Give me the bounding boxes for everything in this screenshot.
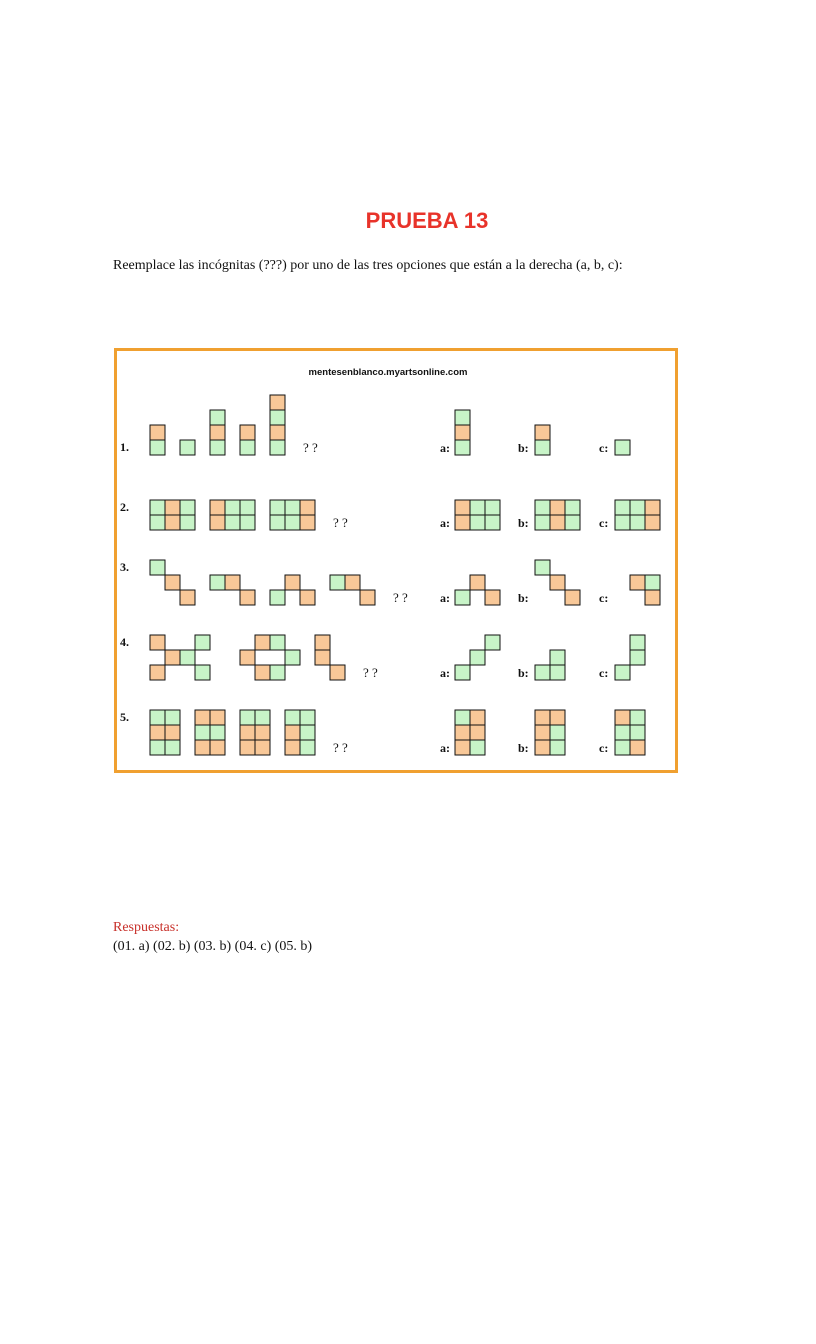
r1-seq4-cell — [240, 425, 255, 440]
row-label-1: 1. — [120, 440, 129, 454]
r2-opt-c-cell — [615, 515, 630, 530]
r3-seq1-cell — [150, 560, 165, 575]
r5-opt-b-cell — [550, 725, 565, 740]
r4-seq2-cell — [255, 665, 270, 680]
r1-seq4-cell — [240, 440, 255, 455]
r5-seq1-cell — [150, 710, 165, 725]
r1-opt-c-cell — [615, 440, 630, 455]
answers-label: Respuestas: — [113, 920, 180, 935]
row-label-3: 3. — [120, 560, 129, 574]
r2-unknown: ? ? — [333, 515, 348, 530]
r2-opt-c-cell — [630, 515, 645, 530]
r2-opt-label-c: c: — [599, 516, 609, 530]
r2-opt-b-cell — [550, 515, 565, 530]
page-title: PRUEBA 13 — [365, 208, 489, 233]
watermark: mentesenblanco.myartsonline.com — [308, 367, 468, 378]
r3-opt-label-b: b: — [518, 591, 529, 605]
r5-seq4-cell — [285, 725, 300, 740]
r2-seq3-cell — [300, 500, 315, 515]
r1-seq5-cell — [270, 395, 285, 410]
r2-opt-b-cell — [550, 500, 565, 515]
r1-opt-label-c: c: — [599, 441, 609, 455]
r2-opt-a-cell — [485, 500, 500, 515]
r4-opt-c-cell — [630, 635, 645, 650]
r2-seq2-cell — [240, 515, 255, 530]
r2-seq1-cell — [150, 515, 165, 530]
r5-opt-a-cell — [455, 710, 470, 725]
r4-opt-label-c: c: — [599, 666, 609, 680]
r4-seq3-cell — [330, 665, 345, 680]
r4-seq2-cell — [240, 650, 255, 665]
r1-seq5-cell — [270, 410, 285, 425]
r5-seq2-cell — [210, 740, 225, 755]
r5-seq3-cell — [255, 725, 270, 740]
r4-seq3-cell — [315, 650, 330, 665]
r4-seq1-cell — [165, 650, 180, 665]
r5-opt-b-cell — [535, 725, 550, 740]
r5-opt-c-cell — [630, 710, 645, 725]
r2-seq1-cell — [165, 515, 180, 530]
r5-opt-c-cell — [615, 710, 630, 725]
r2-seq2-cell — [240, 500, 255, 515]
r3-seq4-cell — [345, 575, 360, 590]
r3-opt-b-cell — [565, 590, 580, 605]
r2-seq3-cell — [285, 500, 300, 515]
r1-seq3-cell — [210, 440, 225, 455]
r3-unknown: ? ? — [393, 590, 408, 605]
r4-seq1-cell — [150, 665, 165, 680]
r2-opt-c-cell — [645, 500, 660, 515]
r5-opt-b-cell — [535, 740, 550, 755]
r4-opt-c-cell — [615, 665, 630, 680]
r5-opt-c-cell — [630, 740, 645, 755]
instructions: Reemplace las incógnitas (???) por uno de las tres opciones que están a la derecha (a, b, c): — [113, 258, 623, 273]
r2-opt-b-cell — [535, 515, 550, 530]
r2-seq3-cell — [270, 515, 285, 530]
r1-seq1-cell — [150, 425, 165, 440]
r5-seq4-cell — [285, 710, 300, 725]
r4-seq1-cell — [150, 635, 165, 650]
r2-seq3-cell — [270, 500, 285, 515]
r3-seq2-cell — [225, 575, 240, 590]
r3-opt-label-c: c: — [599, 591, 609, 605]
r5-opt-b-cell — [550, 710, 565, 725]
r1-opt-label-a: a: — [440, 441, 450, 455]
r4-seq2-cell — [285, 650, 300, 665]
r4-opt-label-b: b: — [518, 666, 529, 680]
r3-opt-a-cell — [470, 575, 485, 590]
r2-opt-c-cell — [615, 500, 630, 515]
r4-opt-a-cell — [485, 635, 500, 650]
r5-seq3-cell — [240, 710, 255, 725]
r4-seq3-cell — [315, 635, 330, 650]
r2-seq2-cell — [225, 515, 240, 530]
r1-opt-b-cell — [535, 425, 550, 440]
r4-opt-b-cell — [550, 650, 565, 665]
r5-seq4-cell — [285, 740, 300, 755]
r3-opt-c-cell — [645, 575, 660, 590]
r3-seq4-cell — [360, 590, 375, 605]
row-label-4: 4. — [120, 635, 129, 649]
r4-opt-b-cell — [550, 665, 565, 680]
r5-seq2-cell — [210, 710, 225, 725]
r3-opt-b-cell — [535, 560, 550, 575]
r5-opt-a-cell — [470, 710, 485, 725]
r1-opt-a-cell — [455, 440, 470, 455]
r5-seq1-cell — [165, 740, 180, 755]
r4-seq2-cell — [270, 665, 285, 680]
r5-seq2-cell — [195, 725, 210, 740]
r5-opt-c-cell — [630, 725, 645, 740]
r2-seq3-cell — [285, 515, 300, 530]
r5-opt-a-cell — [470, 725, 485, 740]
r3-opt-c-cell — [645, 590, 660, 605]
answers-text: (01. a) (02. b) (03. b) (04. c) (05. b) — [113, 939, 313, 954]
r2-opt-c-cell — [645, 515, 660, 530]
r2-opt-a-cell — [470, 515, 485, 530]
r5-seq1-cell — [165, 710, 180, 725]
r1-unknown: ? ? — [303, 440, 318, 455]
r5-opt-a-cell — [455, 740, 470, 755]
r4-unknown: ? ? — [363, 665, 378, 680]
r2-opt-a-cell — [470, 500, 485, 515]
r2-seq1-cell — [150, 500, 165, 515]
r4-seq1-cell — [195, 635, 210, 650]
r5-opt-b-cell — [535, 710, 550, 725]
r5-seq1-cell — [150, 725, 165, 740]
r4-seq1-cell — [180, 650, 195, 665]
r5-opt-c-cell — [615, 725, 630, 740]
r2-opt-a-cell — [455, 500, 470, 515]
r1-opt-a-cell — [455, 410, 470, 425]
r4-opt-label-a: a: — [440, 666, 450, 680]
r5-opt-label-b: b: — [518, 741, 529, 755]
r2-opt-label-a: a: — [440, 516, 450, 530]
r2-opt-a-cell — [455, 515, 470, 530]
r3-seq3-cell — [285, 575, 300, 590]
r5-seq1-cell — [150, 740, 165, 755]
r5-seq3-cell — [240, 725, 255, 740]
r5-opt-c-cell — [615, 740, 630, 755]
r5-seq4-cell — [300, 725, 315, 740]
r5-seq2-cell — [195, 710, 210, 725]
r3-seq2-cell — [210, 575, 225, 590]
r3-opt-c-cell — [630, 575, 645, 590]
r5-seq3-cell — [240, 740, 255, 755]
r4-seq1-cell — [195, 665, 210, 680]
r4-opt-b-cell — [535, 665, 550, 680]
r5-unknown: ? ? — [333, 740, 348, 755]
r5-opt-b-cell — [550, 740, 565, 755]
r2-opt-c-cell — [630, 500, 645, 515]
puzzle-figure — [114, 348, 678, 773]
r2-opt-a-cell — [485, 515, 500, 530]
r1-seq3-cell — [210, 425, 225, 440]
r3-opt-a-cell — [455, 590, 470, 605]
r5-seq4-cell — [300, 710, 315, 725]
r1-seq1-cell — [150, 440, 165, 455]
r5-opt-label-a: a: — [440, 741, 450, 755]
r2-seq2-cell — [225, 500, 240, 515]
r2-seq2-cell — [210, 515, 225, 530]
r2-opt-b-cell — [565, 515, 580, 530]
r3-opt-b-cell — [550, 575, 565, 590]
r3-seq3-cell — [270, 590, 285, 605]
r2-seq3-cell — [300, 515, 315, 530]
r1-opt-b-cell — [535, 440, 550, 455]
r5-opt-label-c: c: — [599, 741, 609, 755]
row-label-5: 5. — [120, 710, 129, 724]
r2-opt-b-cell — [565, 500, 580, 515]
r5-opt-a-cell — [470, 740, 485, 755]
r5-seq2-cell — [195, 740, 210, 755]
puzzle-frame — [116, 350, 677, 772]
r2-seq1-cell — [180, 515, 195, 530]
r2-seq2-cell — [210, 500, 225, 515]
r1-seq2-cell — [180, 440, 195, 455]
r5-seq3-cell — [255, 740, 270, 755]
r4-seq2-cell — [255, 635, 270, 650]
r2-opt-b-cell — [535, 500, 550, 515]
r4-opt-a-cell — [455, 665, 470, 680]
r2-seq1-cell — [180, 500, 195, 515]
r3-seq4-cell — [330, 575, 345, 590]
r2-seq1-cell — [165, 500, 180, 515]
r5-opt-a-cell — [455, 725, 470, 740]
r1-seq5-cell — [270, 425, 285, 440]
r1-opt-label-b: b: — [518, 441, 529, 455]
r5-seq2-cell — [210, 725, 225, 740]
r3-seq3-cell — [300, 590, 315, 605]
r1-opt-a-cell — [455, 425, 470, 440]
r1-seq3-cell — [210, 410, 225, 425]
r3-seq1-cell — [165, 575, 180, 590]
r1-seq5-cell — [270, 440, 285, 455]
r3-opt-label-a: a: — [440, 591, 450, 605]
row-label-2: 2. — [120, 500, 129, 514]
r5-seq1-cell — [165, 725, 180, 740]
r3-opt-a-cell — [485, 590, 500, 605]
r4-opt-a-cell — [470, 650, 485, 665]
r4-seq2-cell — [270, 635, 285, 650]
r4-opt-c-cell — [630, 650, 645, 665]
r2-opt-label-b: b: — [518, 516, 529, 530]
r3-seq1-cell — [180, 590, 195, 605]
r5-seq3-cell — [255, 710, 270, 725]
r3-seq2-cell — [240, 590, 255, 605]
r5-seq4-cell — [300, 740, 315, 755]
